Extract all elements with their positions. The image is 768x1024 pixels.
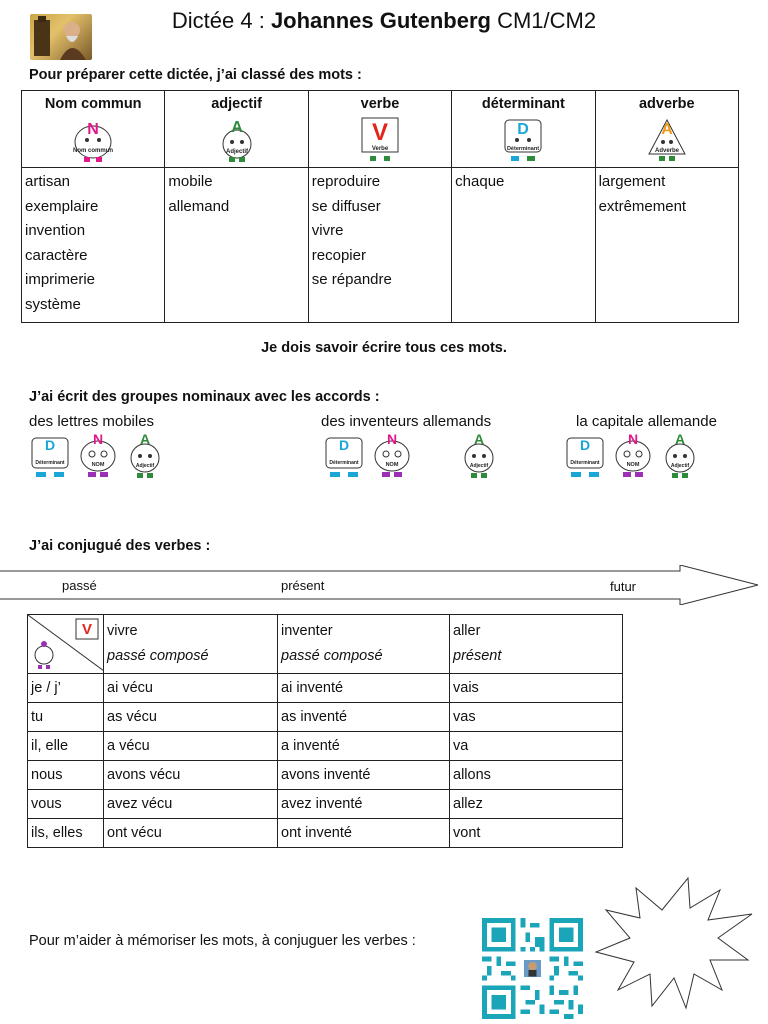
form-cell: vont (450, 819, 623, 848)
table-row (28, 674, 623, 703)
timeline-past: passé (62, 578, 97, 593)
conjugation-table (27, 614, 623, 848)
adjectif-badge-icon (207, 114, 267, 164)
badge-caption: Adjectif (225, 149, 248, 155)
form-cell: avez inventé (278, 790, 450, 819)
group-1-text: des lettres mobiles (29, 413, 155, 430)
svg-text:A: A (139, 431, 150, 447)
word: vivre (311, 222, 344, 240)
timeline-present: présent (281, 578, 325, 593)
pronoun-cell: il, elle (28, 732, 104, 761)
svg-text:A: A (674, 431, 685, 447)
svg-text:Déterminant: Déterminant (35, 460, 65, 466)
table-row (28, 761, 623, 790)
form-cell: as inventé (278, 703, 450, 732)
pronoun-cell: vous (28, 790, 104, 819)
title-name: Johannes Gutenberg (270, 8, 491, 33)
col-words-adverbe (595, 168, 738, 323)
nom-figure-icon (611, 430, 655, 480)
table-row (28, 732, 623, 761)
group-1-figures (28, 430, 165, 480)
svg-text:A: A (473, 431, 484, 447)
groups-heading: J’ai écrit des groupes nominaux avec les accords : (29, 389, 380, 405)
word: largement (598, 173, 666, 190)
determinant-figure-icon (28, 430, 72, 480)
form-cell: ont vécu (104, 819, 278, 848)
verb-person-corner-icon (28, 615, 104, 671)
word-classification-table (21, 90, 739, 323)
starburst-icon (590, 874, 754, 1014)
word: imprimerie (25, 271, 96, 289)
nom-figure-icon (370, 430, 414, 480)
verb-header-2 (278, 615, 450, 674)
svg-text:V: V (81, 621, 93, 638)
badge-caption: Déterminant (507, 146, 540, 152)
adjectif-figure-icon (125, 430, 165, 480)
determinant-badge-icon (493, 114, 553, 164)
words-heading: Pour préparer cette dictée, j’ai classé des mots : (29, 67, 362, 83)
svg-text:N: N (387, 431, 398, 447)
col-header-adverbe (595, 91, 738, 168)
group-3-text: la capitale allemande (576, 413, 717, 430)
form-cell: as vécu (104, 703, 278, 732)
svg-text:Adjectif: Adjectif (670, 463, 690, 469)
badge-letter: A (661, 121, 673, 138)
timeline-future: futur (610, 579, 637, 594)
form-cell: avons vécu (104, 761, 278, 790)
col-label: adverbe (638, 96, 695, 112)
form-cell: avez vécu (104, 790, 278, 819)
badge-letter: V (371, 119, 388, 146)
adjectif-figure-icon (419, 430, 499, 480)
word: exemplaire (25, 197, 99, 215)
svg-text:D: D (44, 437, 56, 453)
badge-caption: Nom commun (73, 148, 114, 154)
form-cell: allez (450, 790, 623, 819)
col-words-determinant (452, 168, 595, 323)
form-cell: avons inventé (278, 761, 450, 790)
group-3-figures (563, 430, 700, 480)
form-cell: ai vécu (104, 674, 278, 703)
word: se répandre (311, 271, 392, 289)
word: recopier (311, 246, 366, 264)
verbe-badge-icon (350, 114, 410, 164)
verb-tense: présent (453, 648, 502, 664)
form-cell: allons (450, 761, 623, 790)
pronoun-cell: tu (28, 703, 104, 732)
table-row (28, 819, 623, 848)
word: chaque (455, 173, 505, 190)
svg-text:N: N (93, 431, 104, 447)
form-cell: ai inventé (278, 674, 450, 703)
col-label: Nom commun (44, 96, 142, 112)
determinant-figure-icon (322, 430, 366, 480)
col-header-determinant (452, 91, 595, 168)
page-title (0, 8, 768, 34)
word: allemand (168, 197, 230, 215)
timeline-arrow-icon (0, 565, 768, 605)
word: reproduire (311, 173, 381, 190)
form-cell: a vécu (104, 732, 278, 761)
verb-tense: passé composé (281, 648, 383, 664)
title-level: CM1/CM2 (490, 8, 597, 33)
table-row (28, 790, 623, 819)
svg-text:NOM: NOM (92, 462, 105, 468)
col-words-adjectif (165, 168, 308, 323)
title-prefix: Dictée 4 : (171, 8, 271, 33)
pronoun-cell: je / j’ (28, 674, 104, 703)
badge-letter: N (87, 121, 99, 138)
svg-text:Adjectif: Adjectif (135, 463, 155, 469)
nom-figure-icon (76, 430, 120, 480)
svg-text:NOM: NOM (386, 462, 399, 468)
col-header-nom (22, 91, 165, 168)
badge-letter: A (230, 119, 243, 136)
memorize-text: Pour m’aider à mémoriser les mots, à conjuguer les verbes : (29, 933, 416, 949)
word: mobile (168, 173, 213, 190)
word: caractère (25, 246, 88, 264)
word: extrêmement (598, 197, 687, 215)
form-cell: vais (450, 674, 623, 703)
determinant-figure-icon (563, 430, 607, 480)
verb-tense: passé composé (107, 648, 209, 664)
corner-cell (28, 615, 104, 674)
svg-text:Déterminant: Déterminant (329, 460, 359, 466)
form-cell: a inventé (278, 732, 450, 761)
table-row (28, 703, 623, 732)
col-label: déterminant (481, 96, 565, 112)
verb-infinitive: inventer (281, 623, 333, 639)
verb-header-1 (104, 615, 278, 674)
group-2-text: des inventeurs allemands (321, 413, 492, 430)
badge-caption: Verbe (371, 146, 389, 152)
form-cell: vas (450, 703, 623, 732)
col-label: adjectif (211, 96, 262, 112)
svg-text:N: N (628, 431, 639, 447)
verb-header-3 (450, 615, 623, 674)
word: invention (25, 222, 86, 240)
svg-text:D: D (338, 437, 350, 453)
svg-text:D: D (579, 437, 591, 453)
pronoun-cell: nous (28, 761, 104, 790)
svg-text:Déterminant: Déterminant (570, 460, 600, 466)
qr-code-icon[interactable] (482, 918, 583, 1019)
group-2-figures (322, 430, 499, 480)
adjectif-figure-icon (660, 430, 700, 480)
pronoun-cell: ils, elles (28, 819, 104, 848)
col-label: verbe (360, 96, 400, 112)
word: artisan (25, 173, 71, 190)
form-cell: va (450, 732, 623, 761)
badge-letter: D (517, 121, 530, 138)
col-words-nom (22, 168, 165, 323)
form-cell: ont inventé (278, 819, 450, 848)
word: système (25, 295, 81, 313)
badge-caption: Adverbe (654, 148, 679, 154)
adverbe-badge-icon (637, 114, 697, 164)
verb-infinitive: aller (453, 623, 481, 639)
word: se diffuser (311, 197, 381, 215)
verb-infinitive: vivre (107, 623, 138, 639)
must-learn-note: Je dois savoir écrire tous ces mots. (261, 340, 507, 356)
col-words-verbe (308, 168, 451, 323)
svg-text:Adjectif: Adjectif (469, 463, 489, 469)
col-header-verbe (308, 91, 451, 168)
col-header-adjectif (165, 91, 308, 168)
svg-text:NOM: NOM (627, 462, 640, 468)
nom-badge-icon (63, 114, 123, 164)
conjugation-heading: J’ai conjugué des verbes : (29, 538, 211, 554)
